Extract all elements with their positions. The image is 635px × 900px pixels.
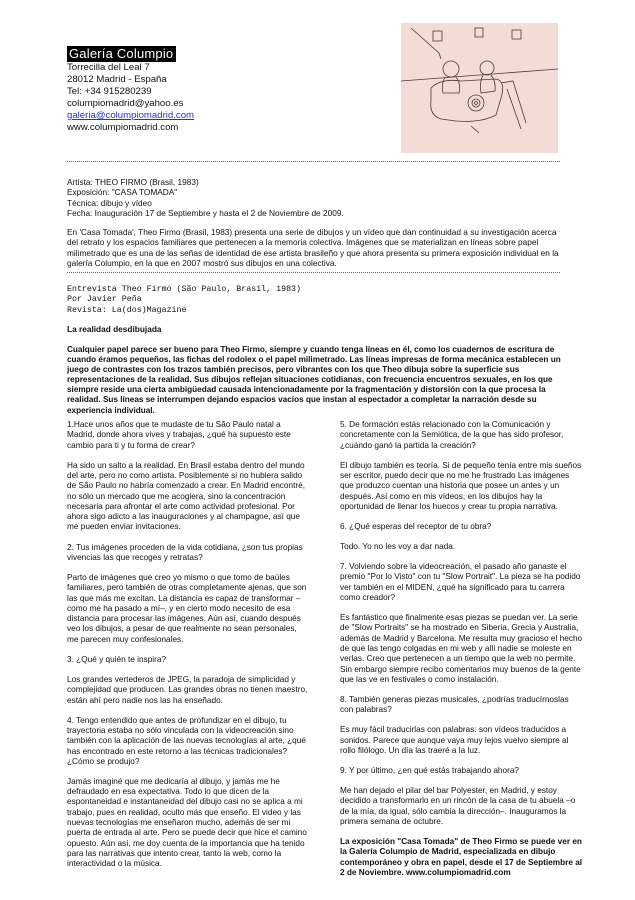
answer-1: Ha sido un salto a la realidad. En Brasil estaba dentro del mundo del arte, pero no como artista. Posiblemente si no hubiera salido de São Paulo no habría comenzado a crear. En Madrid encontré, no sólo un mercado que me acogiera, sino la concentración necesaria para afrontar el arte como actividad profesional. Por ahora sigo adicto a las inauguraciones y al champagne, así que me pueden enviar invitaciones. (67, 460, 306, 532)
question-6: 6. ¿Qué esperas del receptor de tu obra? (340, 521, 492, 531)
answer-5: El dibujo también es teoría. Si de pequeño tenía entre mis sueños ser escritor, puedo decir que no me he frustrado Las imágenes que produzco cuentan una historia que posee un antes y un después. Así como en mis vídeos, en los dibujos hay la oportunidad de llenar los huecos y crear tu propia narrativa. (340, 460, 582, 511)
artwork-drawing-icon (401, 23, 558, 153)
divider-top (67, 161, 560, 162)
exhibition-meta (67, 177, 562, 218)
closing-note: La exposición "Casa Tomada" de Theo Firmo se puede ver en la Galería Columpio de Madrid, especializada en dibujo contemporáneo y obra en papel, desde el 17 de Septiembre al 2 de Noviembre. www.columpiomadrid.com (340, 837, 583, 878)
question-9: 9. Y por último, ¿en qué estás trabajando ahora? (340, 766, 520, 776)
question-3: 3. ¿Qué y quién te inspira? (67, 654, 167, 664)
interview-author: Por Javier Peña (67, 295, 142, 305)
gallery-name: Galería Columpio (67, 46, 176, 62)
address-line2: 28012 Madrid - España (67, 74, 167, 85)
address-line1: Torrecilla del Leal 7 (67, 62, 150, 73)
answer-7: Es fantástico que finalmente esas piezas se puedan ver. La serie de "Slow Portraits" se ha mostrado en Siberia, Grecia y Australia, además de Madrid y Barcelona. Me resulta muy gracioso el hecho de que las tengo colgadas en mi web y allí nadie se moleste en verlas. Creo que pertenecen a un tiempo que la web no permite. Sin embargo siempre recibo comentarios muy buenos de la gente que las ve en festivales o como instalación. (340, 613, 583, 684)
meta-artist: Artista: THEO FIRMO (Brasil, 1983) (67, 177, 199, 187)
question-4: 4. Tengo entendido que antes de profundizar en el dibujo, tu trayectoria estaba no sólo vinculada con la videocreación sino también con la aplicación de las nuevas tecnologías al arte, ¿qué has encontrado en este retorno a las técnicas tradicionales? ¿Cómo se produjo? (67, 715, 306, 766)
interview-magazine: Revista: La(dos)Magazine (67, 305, 187, 315)
interview-lead: Cualquier papel parece ser bueno para Theo Firmo, siempre y cuando tenga líneas en él, como los cuadernos de escritura de cuando éramos pequeños, las fichas del rodolex o el papel milimetrado. Las líneas impresas de forma mecánica establecen un juego de contrastes con los trazos también precisos, pero vibrantes con los que Theo dibuja sobre la superficie sus representaciones de la realidad. Sus dibujos reflejan situaciones cotidianas, con frecuencia encuentros sexuales, en los que siempre reside una cierta ambigüedad causada intencionadamente por la fragmentación y distorsión con la que procesa la realidad. Sus líneas se interrumpen dejando espacios vacíos que instan al espectador a completar la narración desde su experiencia individual. (67, 345, 561, 415)
email-yahoo: columpiomadrid@yahoo.es (67, 98, 184, 109)
question-8: 8. También generas piezas musicales, ¿podrías traducírnoslas con palabras? (340, 695, 569, 715)
answer-3: Los grandes vertederos de JPEG, la paradoja de simplicidad y complejidad que producen. Las grandes obras no tienen maestro, están ahí pero nadie nos las ha enseñado. (67, 674, 308, 705)
meta-date: Fecha: Inauguración 17 de Septiembre y hasta el 2 de Noviembre de 2009. (67, 207, 344, 218)
answer-6: Todo. Yo no les voy a dar nada. (340, 542, 456, 552)
phone: Tel: +34 915280239 (67, 86, 152, 97)
question-2: 2. Tus imágenes proceden de la vida cotidiana, ¿son tus propias vivencias las que recoges y retratas? (67, 542, 303, 562)
answer-4: Jamás imaginé que me dedicaría al dibujo, y jamás me he defraudado en esa expectativa. Todo lo que dicen de la espontaneidad e instantaneidad del dibujo casi no se aplica a mi trabajo, pues en realidad, oculto más que enseño. El video y las nuevas tecnologías me enseñaron mucho, además de ser mi puerta de entrada al arte. Pero se puede decir que hice el camino opuesto. Aún así, me doy cuenta de la importancia que ha tenido para las narrativas que intento crear, tanto la web, como la interactividad o la música. (67, 776, 307, 869)
question-1: 1.Hace unos años que te mudaste de tu São Paulo natal a Madrid, donde ahora vives y trabajas, ¿qué ha supuesto este cambio para ti y tu forma de crear? (67, 420, 291, 450)
divider-middle (67, 272, 560, 273)
interview-column-left (67, 420, 310, 879)
contact-block (67, 62, 194, 134)
interview-subtitle: La realidad desdibujada (67, 324, 162, 334)
interview-title: Entrevista Theo Firmo (São Paulo, Brasil, 1983) (67, 285, 302, 294)
meta-technique: Técnica: dibujo y vídeo (67, 197, 152, 208)
question-5: 5. De formación estás relacionado con la Comunicación y concretamente con la Semiótica, de la que has sido profesor, ¿cuándo ganó la partida la creación? (340, 420, 564, 450)
exhibition-intro: En 'Casa Tomada', Theo Firmo (Brasil, 1983) presenta una serie de dibujos y un vídeo que dan continuidad a su investigación acerca del retrato y los espacios familiares que pertenecen a la memoria colectiva. Imágenes que se materializan en líneas sobre papel milimetrado que es una de las señas de identidad de ese artista brasileño y que ahora presenta su primera exposición individual en la galería Columpio, en la que en 2007 mostró sus dibujos en una colectiva. (67, 227, 559, 268)
question-7: 7. Volviendo sobre la videocreación, el pasado año ganaste el premio "Por lo Visto" con tu "Slow Portrait". La pieza se ha podido ver también en el MIDEN, ¿qué ha significado para tu carrera como creador? (340, 562, 581, 603)
meta-exhibition: Exposición: "CASA TOMADA" (67, 187, 178, 198)
answer-8: Es muy fácil traducirlas con palabras: son vídeos traducidos a sonidos. Parece que aunque vaya muy lejos vuelvo siempre al rollo filólogo. Un día las traeré a la luz. (340, 725, 569, 755)
answer-9: Me han dejado el pilar del bar Polyester, en Madrid, y estoy decidido a transformarlo en un rincón de la casa de tu abuela –o de la mía, da igual, sólo cambia la dirección–. Inauguramos la primera semana de octubre. (340, 786, 576, 827)
interview-column-right (340, 420, 583, 888)
interview-header (67, 285, 301, 316)
website: www.columpiomadrid.com (67, 122, 179, 133)
answer-2: Parto de imágenes que creo yo mismo o que tomo de baúles familiares, pero también de otras completamente ajenas, que son las que más me excitan. La distancia es capaz de transformar – como me ha pasado a mí–, y en cierto modo necesito de esa distancia para procesar las imágenes. Aún así, cuando después veo los dibujos, a pesar de que realmente no sean personales, me parecen muy confesionales. (67, 572, 307, 644)
email-link[interactable]: galeria@columpiomadrid.com (67, 110, 195, 121)
